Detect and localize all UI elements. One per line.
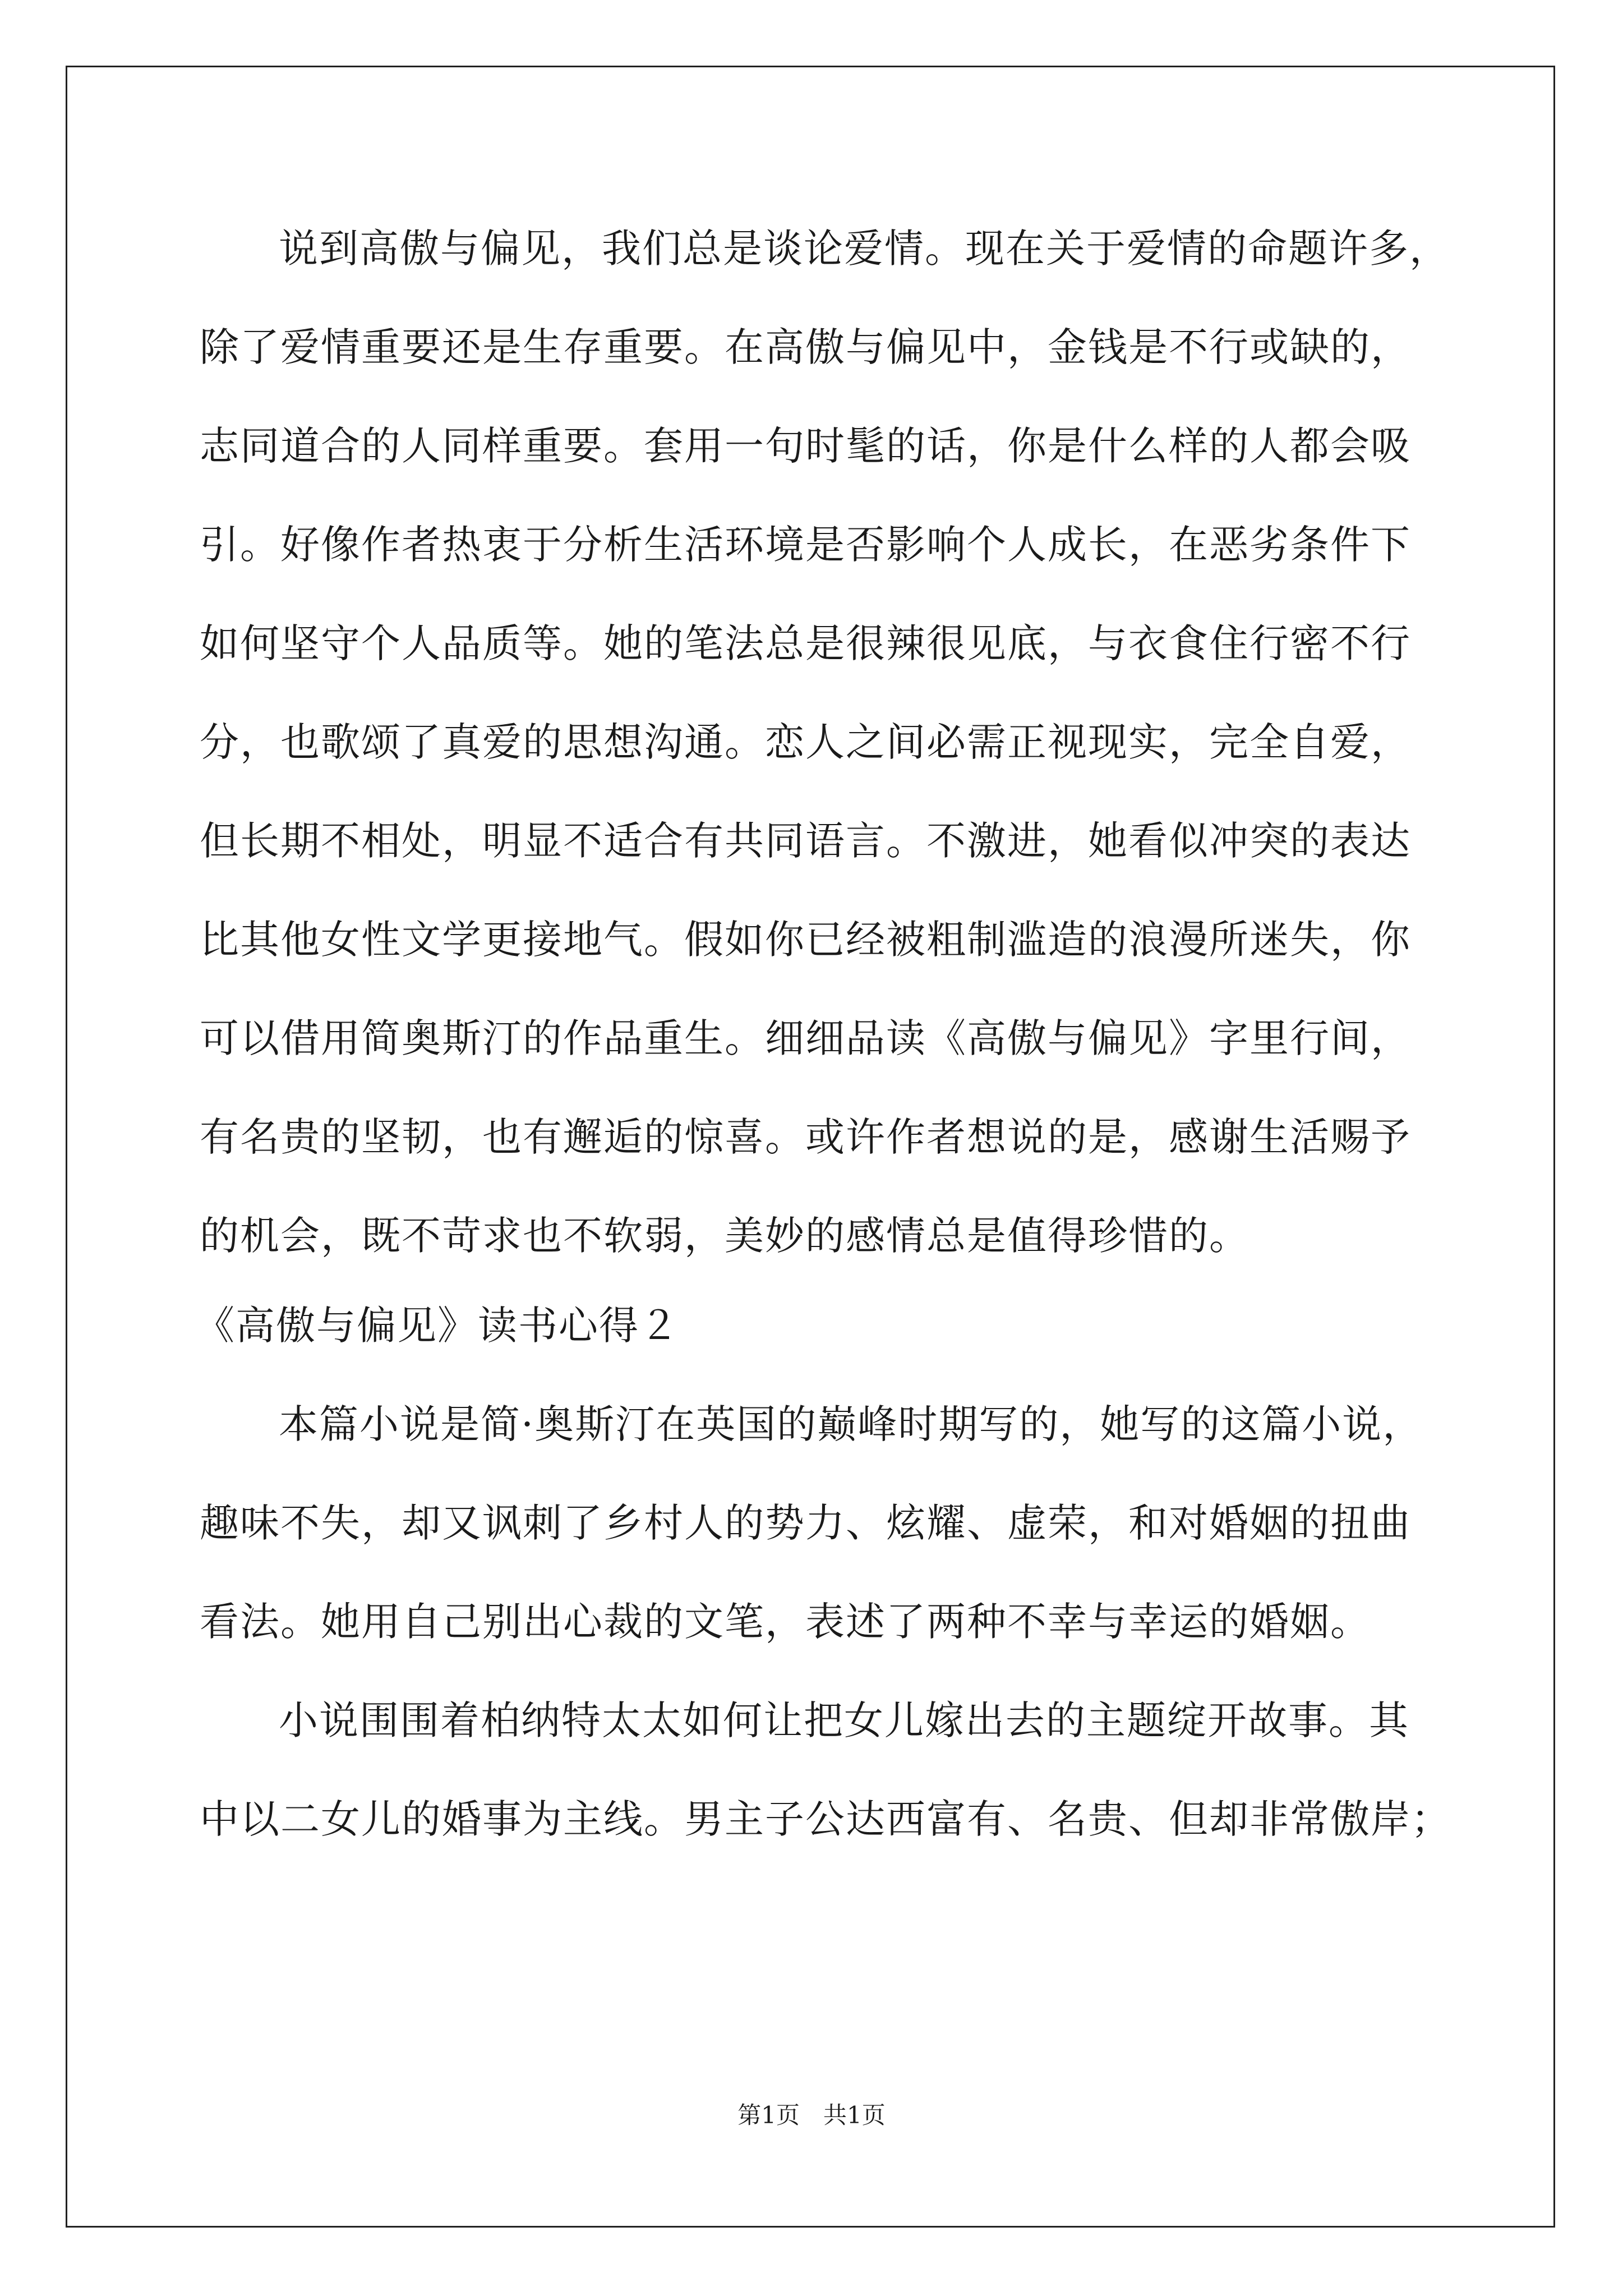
section-heading: 《高傲与偏见》读书心得２	[195, 1303, 680, 1349]
text-line: 但长期不相处，明显不适合有共同语言。不激进，她看似冲突的表达	[200, 818, 1411, 864]
page-footer: 第1页 共1页	[737, 2101, 886, 2129]
text-line: 志同道合的人同样重要。套用一句时髦的话，你是什么样的人都会吸	[200, 423, 1411, 469]
text-line: 可以借用简奥斯汀的作品重生。细细品读《高傲与偏见》字里行间，	[200, 1015, 1411, 1061]
text-line: 趣味不失，却又讽刺了乡村人的势力、炫耀、虚荣，和对婚姻的扭曲	[200, 1500, 1411, 1546]
text-line: 说到高傲与偏见，我们总是谈论爱情。现在关于爱情的命题许多，	[279, 226, 1450, 272]
text-line: 引。好像作者热衷于分析生活环境是否影响个人成长，在恶劣条件下	[200, 522, 1411, 568]
text-line: 有名贵的坚韧，也有邂逅的惊喜。或许作者想说的是，感谢生活赐予	[200, 1114, 1411, 1160]
text-line: 的机会，既不苛求也不软弱，美妙的感情总是值得珍惜的。	[200, 1213, 1249, 1259]
text-line: 除了爱情重要还是生存重要。在高傲与偏见中，金钱是不行或缺的，	[200, 324, 1411, 370]
text-line: 看法。她用自己别出心裁的文笔，表述了两种不幸与幸运的婚姻。	[200, 1599, 1371, 1645]
text-line: 如何坚守个人品质等。她的笔法总是很辣很见底，与衣食住行密不行	[200, 620, 1411, 666]
text-line: 分，也歌颂了真爱的思想沟通。恋人之间必需正视现实，完全自爱，	[200, 719, 1411, 765]
text-line: 中以二女儿的婚事为主线。男主子公达西富有、名贵、但却非常傲岸；	[200, 1796, 1451, 1842]
text-line: 比其他女性文学更接地气。假如你已经被粗制滥造的浪漫所迷失，你	[200, 917, 1411, 963]
text-line: 小说围围着柏纳特太太如何让把女儿嫁出去的主题绽开故事。其	[279, 1697, 1409, 1743]
text-line: 本篇小说是简·奥斯汀在英国的巅峰时期写的，她写的这篇小说，	[279, 1401, 1423, 1447]
